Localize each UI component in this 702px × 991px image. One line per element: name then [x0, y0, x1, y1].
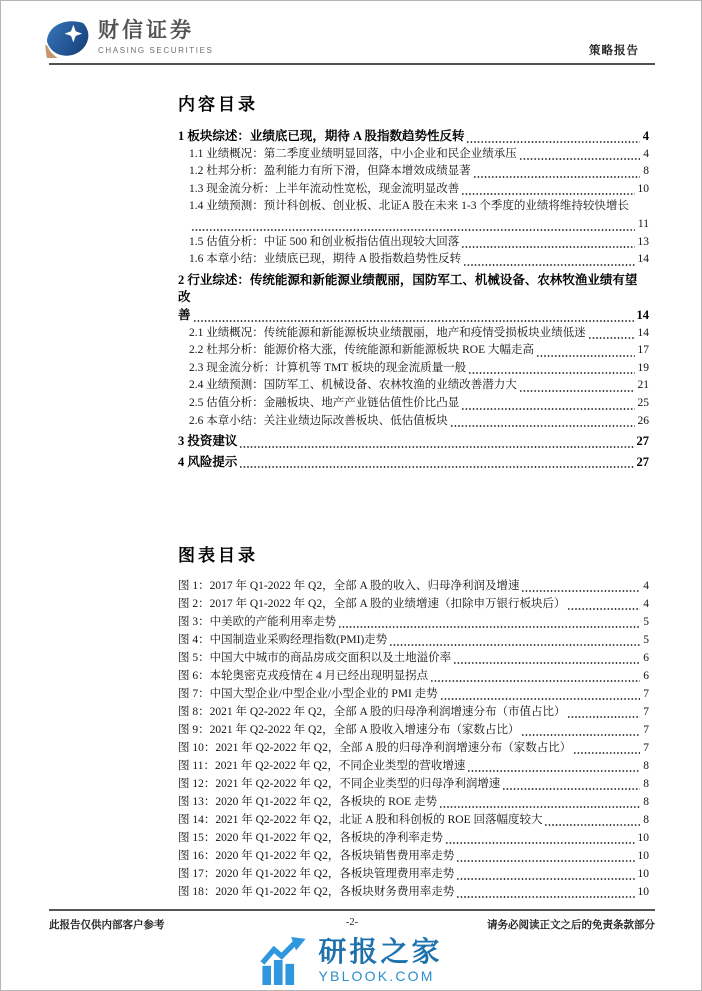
brand-name-en: CHASING SECURITIES [98, 46, 214, 55]
figure-entry[interactable] [178, 775, 649, 793]
figure-entry-label: 图 13：2020 年 Q1-2022 年 Q2，各板块的 ROE 走势 [178, 796, 438, 808]
toc-entry-label: 1.3 现金流分析：上半年流动性宽松，现金流明显改善 [189, 182, 460, 195]
dotted-leader [450, 419, 635, 431]
dotted-leader [193, 312, 634, 325]
dotted-leader [430, 674, 640, 686]
figure-entry-page: 6 [643, 670, 649, 682]
dotted-leader [239, 438, 633, 451]
brand-name-cn: 财信证券 [98, 19, 194, 42]
dotted-leader [502, 782, 640, 794]
figure-entry[interactable] [178, 631, 649, 649]
toc-entry[interactable] [178, 128, 649, 146]
figure-entry[interactable] [178, 685, 649, 703]
report-type-label: 策略报告 [589, 45, 639, 57]
figure-entry-label: 图 7：中国大型企业/中型企业/小型企业的 PMI 走势 [178, 688, 438, 700]
figure-entry[interactable] [178, 865, 649, 883]
figure-entry-label: 图 5：中国大中城市的商品房成交面积以及土地溢价率 [178, 652, 452, 664]
toc-entry-page: 19 [637, 361, 649, 374]
dotted-leader [536, 348, 635, 360]
footer-page-number: -2- [345, 917, 359, 928]
figure-entry-page: 8 [643, 778, 649, 790]
figure-toc-title: 图表目录 [178, 546, 258, 565]
figure-entry[interactable] [178, 883, 649, 901]
dotted-leader [573, 746, 640, 758]
toc-entry-label: 1 板块综述：业绩底已现，期待 A 股指数趋势性反转 [178, 129, 465, 143]
brand [43, 14, 213, 59]
figure-entry-page: 7 [643, 742, 649, 754]
figure-entry-label: 图 9：2021 年 Q2-2022 年 Q2，全部 A 股收入增速分布（家数占比） [178, 724, 520, 736]
dotted-leader [466, 133, 639, 146]
figure-entry-page: 5 [643, 634, 649, 646]
toc-entry-label: 2.6 本章小结：关注业绩边际改善板块、低估值板块 [189, 414, 448, 427]
figure-entry-label: 图 11：2021 年 Q2-2022 年 Q2，不同企业类型的营收增速 [178, 760, 466, 772]
toc-entry[interactable] [178, 342, 649, 360]
toc-entry[interactable] [178, 163, 649, 181]
toc-entry[interactable] [178, 454, 649, 472]
dotted-leader [239, 459, 633, 472]
dotted-leader [519, 152, 641, 164]
dotted-leader [588, 331, 635, 343]
figure-entry-page: 7 [643, 706, 649, 718]
dotted-leader [456, 854, 634, 866]
dotted-leader [439, 800, 640, 812]
figure-entry[interactable] [178, 649, 649, 667]
toc-entry-label: 1.2 杜邦分析：盈利能力有所下滑，但降本增效成绩显著 [189, 165, 471, 178]
watermark-name: 研报之家 [318, 936, 443, 967]
toc-entry-label: 1.6 本章小结：业绩底已现，期待 A 股指数趋势性反转 [189, 253, 462, 266]
figure-entry-label: 图 8：2021 年 Q2-2022 年 Q2，全部 A 股的归母净利润增速分布（市值占比） [178, 706, 566, 718]
figure-entry-page: 4 [643, 580, 649, 592]
header-divider [49, 63, 655, 65]
figure-entry[interactable] [178, 739, 649, 757]
toc-entry[interactable] [178, 433, 649, 451]
figure-entry-page: 5 [643, 616, 649, 628]
toc-entry-page: 4 [643, 147, 649, 160]
figure-entry-label: 图 18：2020 年 Q1-2022 年 Q2，各板块财务费用率走势 [178, 886, 455, 898]
figure-entry-page: 4 [643, 598, 649, 610]
figure-entry-page: 7 [643, 688, 649, 700]
toc-entry[interactable] [178, 377, 649, 395]
footer-disclaimer-right: 请务必阅读正文之后的免责条款部分 [487, 920, 655, 931]
toc-entry-page: 13 [637, 235, 649, 248]
toc-entry-label: 3 投资建议 [178, 434, 238, 449]
figure-entry-label: 图 10：2021 年 Q2-2022 年 Q2，全部 A 股的归母净利润增速分布（家数占比） [178, 742, 572, 754]
dotted-leader [445, 836, 635, 848]
content-toc-list [178, 128, 649, 471]
toc-entry-label: 2.1 业绩概况：传统能源和新能源板块业绩靓丽，地产和疫情受损板块业绩低迷 [189, 326, 586, 339]
footer-divider [49, 909, 655, 911]
dotted-leader [521, 728, 640, 740]
figure-entry[interactable] [178, 667, 649, 685]
figure-entry[interactable] [178, 847, 649, 865]
toc-entry-label: 1.4 业绩预测：预计科创板、创业板、北证A 股在未来 1-3 个季度的业绩将维持较快增长 [189, 200, 629, 213]
figure-entry-label: 图 6：本轮奥密克戎疫情在 4 月已经出现明显拐点 [178, 670, 429, 682]
toc-entry-page: 21 [637, 379, 649, 392]
dotted-leader [389, 638, 640, 650]
figure-entry-page: 8 [643, 814, 649, 826]
figure-entry[interactable] [178, 811, 649, 829]
toc-entry-page: 14 [637, 253, 649, 266]
toc-entry-label: 2 行业综述：传统能源和新能源业绩靓丽，国防军工、机械设备、农林牧渔业绩有望改 [178, 272, 638, 305]
toc-entry[interactable] [178, 395, 649, 413]
dotted-leader [461, 401, 634, 413]
dotted-leader [456, 872, 634, 884]
toc-entry-page: 17 [637, 344, 649, 357]
figure-entry-page: 10 [637, 832, 649, 844]
dotted-leader [567, 602, 640, 614]
figure-entry-page: 6 [643, 652, 649, 664]
footer [49, 917, 655, 932]
toc-entry[interactable] [178, 251, 649, 269]
toc-entry[interactable] [178, 360, 649, 378]
figure-entry-page: 7 [643, 724, 649, 736]
figure-entry[interactable] [178, 703, 649, 721]
figure-entry[interactable] [178, 793, 649, 811]
toc-entry[interactable] [178, 234, 649, 252]
figure-entry[interactable] [178, 829, 649, 847]
toc-entry-page: 14 [636, 307, 649, 322]
figure-entry-page: 10 [637, 868, 649, 880]
figure-entry-page: 8 [643, 796, 649, 808]
dotted-leader [440, 692, 641, 704]
content-toc-title: 内容目录 [178, 95, 258, 114]
toc-entry[interactable] [178, 272, 649, 325]
figure-entry[interactable] [178, 577, 649, 595]
figure-entry-label: 图 17：2020 年 Q1-2022 年 Q2，各板块管理费用率走势 [178, 868, 455, 880]
chasing-securities-logo-icon [43, 14, 90, 59]
toc-entry-label: 2.3 现金流分析：计算机等 TMT 板块的现金流质量一般 [189, 361, 467, 374]
figure-entry[interactable] [178, 757, 649, 775]
toc-entry-label: 2.4 业绩预测：国防军工、机械设备、农林牧渔的业绩改善潜力大 [189, 379, 517, 392]
toc-entry-page: 26 [637, 414, 649, 427]
figure-entry-label: 图 4：中国制造业采购经理指数(PMI)走势 [178, 634, 388, 646]
figure-entry[interactable] [178, 721, 649, 739]
dotted-leader [473, 169, 641, 181]
dotted-leader [468, 366, 634, 378]
figure-entry-label: 图 15：2020 年 Q1-2022 年 Q2，各板块的净利率走势 [178, 832, 443, 844]
figure-entry-label: 图 3：中美欧的产能利用率走势 [178, 616, 337, 628]
figure-entry[interactable] [178, 613, 649, 631]
toc-entry[interactable] [178, 325, 649, 343]
footer-disclaimer-left: 此报告仅供内部客户参考 [49, 920, 165, 931]
toc-entry-label: 2.2 杜邦分析：能源价格大涨，传统能源和新能源板块 ROE 大幅走高 [189, 344, 534, 357]
dotted-leader [544, 818, 640, 830]
figure-entry-label: 图 12：2021 年 Q2-2022 年 Q2，不同企业类型的归母净利润增速 [178, 778, 501, 790]
figure-entry-label: 图 1：2017 年 Q1-2022 年 Q2，全部 A 股的收入、归母净利润及增速 [178, 580, 520, 592]
toc-entry[interactable] [178, 413, 649, 431]
content-toc-section [178, 95, 649, 471]
toc-entry-page: 10 [637, 182, 649, 195]
figure-entry-label: 图 2：2017 年 Q1-2022 年 Q2，全部 A 股的业绩增速（扣除申万银行板块后） [178, 598, 566, 610]
toc-entry-page: 27 [636, 434, 649, 449]
toc-entry-page: 27 [636, 454, 649, 469]
toc-entry[interactable] [178, 181, 649, 199]
dotted-leader [567, 710, 640, 722]
dotted-leader [453, 656, 640, 668]
toc-entry-page: 11 [637, 217, 649, 230]
figure-entry-page: 10 [637, 886, 649, 898]
ybook-chart-arrow-icon [259, 937, 309, 985]
dotted-leader [521, 584, 640, 596]
dotted-leader [456, 890, 634, 902]
toc-entry-label: 2.5 估值分析：金融板块、地产产业链估值性价比凸显 [189, 396, 460, 409]
figure-entry-page: 10 [637, 850, 649, 862]
figure-entry-label: 图 16：2020 年 Q1-2022 年 Q2，各板块销售费用率走势 [178, 850, 455, 862]
dotted-leader [191, 222, 635, 234]
figure-toc-list [178, 577, 649, 901]
dotted-leader [338, 620, 640, 632]
ybook-watermark [259, 937, 442, 985]
figure-toc-section [178, 546, 649, 901]
toc-entry-label: 善 [178, 307, 191, 322]
toc-entry-page: 4 [642, 129, 649, 143]
toc-entry[interactable] [178, 146, 649, 164]
figure-entry[interactable] [178, 595, 649, 613]
dotted-leader [463, 257, 634, 269]
figure-entry-page: 8 [643, 760, 649, 772]
watermark-site: YBLOOK.COM [318, 968, 435, 984]
toc-entry-label: 1.1 业绩概况：第二季度业绩明显回落，中小企业和民企业绩承压 [189, 147, 517, 160]
toc-entry-label: 1.5 估值分析：中证 500 和创业板指估值出现较大回落 [189, 235, 460, 248]
dotted-leader [461, 240, 634, 252]
figure-entry-label: 图 14：2021 年 Q2-2022 年 Q2，北证 A 股和科创板的 ROE 回落幅度较大 [178, 814, 543, 826]
toc-entry-page: 25 [637, 396, 649, 409]
dotted-leader [467, 764, 640, 776]
dotted-leader [461, 187, 634, 199]
toc-entry-label: 4 风险提示 [178, 454, 238, 469]
toc-entry-page: 8 [643, 165, 649, 178]
dotted-leader [519, 383, 635, 395]
toc-entry-page: 14 [637, 326, 649, 339]
toc-entry[interactable] [178, 198, 649, 233]
